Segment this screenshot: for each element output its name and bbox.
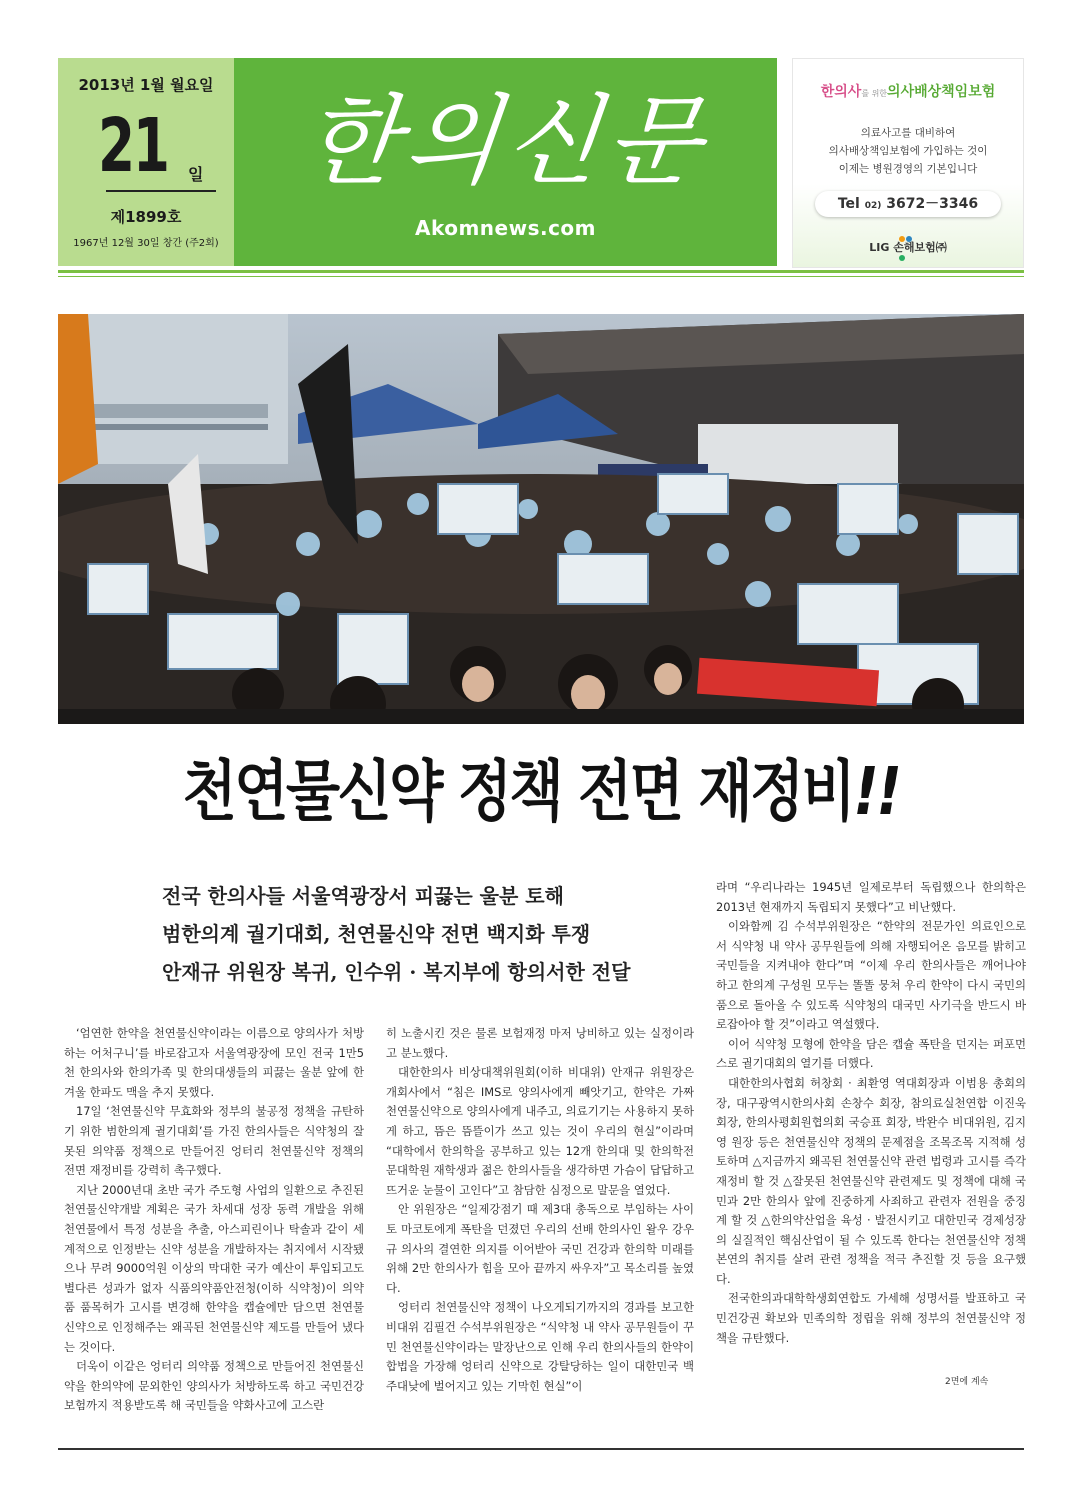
headline-text: 천연물신약 정책 전면 재정비 <box>182 753 854 830</box>
ad-line-2: 의사배상책임보험에 가입하는 것이 <box>828 145 988 157</box>
paragraph: 더욱이 이같은 엉터리 의약품 정책으로 만들어진 천연물신약을 한의약에 문외한인 양의사가 처방하도록 하고 국민건강보험까지 적용받도록 해 국민들을 약화사고에 고스란 <box>64 1359 364 1413</box>
ad-phone-number: 3672－3346 <box>886 196 979 212</box>
paragraph: 안 위원장은 “일제강점기 때 제3대 총독으로 부임하는 사이토 마코토에게 폭탄을 던졌던 우리의 선배 한의사인 왈우 강우규 의사의 결연한 의지를 이어받아 국민 건강과 한의학 미래를 위해 2만 한의사가 힘을 모아 끝까지 싸우자”고 목소리를 높였다. <box>386 1202 694 1295</box>
ad-line-1: 의료사고를 대비하여 <box>860 127 956 139</box>
ad-title-part2: 의사배상책임보험 <box>887 84 996 100</box>
article-column-3 <box>716 878 1026 1348</box>
insurance-ad[interactable] <box>792 58 1024 268</box>
lig-logo-icon <box>899 227 919 235</box>
article-column-2 <box>386 1024 694 1396</box>
masthead-title-box <box>234 58 777 266</box>
paragraph: ‘엄연한 한약을 천연물신약이라는 이름으로 양의사가 처방하는 어처구니’를 바로잡고자 서울역광장에 모인 전국 1만5천 한의사와 한의가족 및 한의대생들의 피끓는 울분 앞에 한겨울 한파도 맥을 추지 못했다. <box>64 1026 364 1099</box>
paragraph: 17일 ‘천연물신약 무효화와 정부의 불공정 정책을 규탄하기 위한 범한의계 궐기대회’를 가진 한의사들은 식약청의 잘못된 의약품 정책으로 만들어진 엉터리 천연물신약 정책의 전면 재정비를 강력히 촉구했다. <box>64 1104 364 1178</box>
masthead-rule-thin <box>58 276 1024 277</box>
issue-day-suffix: 일 <box>188 165 204 184</box>
paragraph: 이어 식약청 모형에 한약을 담은 캡슐 폭탄을 던지는 퍼포먼스로 궐기대회의 열기를 더했다. <box>716 1036 1026 1071</box>
bottom-rule <box>58 1448 1024 1450</box>
subheadline-1: 전국 한의사들 서울역광장서 피끓는 울분 토해 <box>162 884 564 908</box>
paragraph: 지난 2000년대 초반 국가 주도형 사업의 일환으로 추진된 천연물신약개발 계획은 국가 차세대 성장 동력 개발을 위해 천연물에서 특정 성분을 추출, 아스피린이나 탁솔과 같이 세계적으로 인정받는 신약 성분을 개발하자는 취지에서 시작됐으나 무려 9000억원 이상의 막대한 국가 예산이 투입되고도 별다른 성과가 없자 식품의약품안전청(이하 식약청)이 의약품 품목허가 고시를 변경해 한약을 캡슐에만 담으면 천연물신약으로 인정해주는 왜곡된 천연물신약 제도를 만들어 냈다는 것이다. <box>64 1182 364 1354</box>
paragraph: 라며 “우리나라는 1945년 일제로부터 독립했으나 한의학은 2013년 현재까지 독립되지 못했다”고 비난했다. <box>716 880 1026 914</box>
ad-phone-area: 02) <box>864 201 882 211</box>
subheadline-2: 범한의계 궐기대회, 천연물신약 전면 백지화 투쟁 <box>162 922 591 946</box>
website-link[interactable]: Akomnews.com <box>414 216 597 240</box>
issue-number: 제1899호 <box>110 208 182 226</box>
founded-line: 1967년 12월 30일 창간 (주2회) <box>73 238 219 249</box>
ad-phone-label: Tel <box>837 196 860 212</box>
ad-title <box>793 81 1023 101</box>
rally-photo <box>58 314 1024 724</box>
paragraph: 히 노출시킨 것은 물론 보험재정 마저 낭비하고 있는 실정이라고 분노했다. <box>386 1026 694 1060</box>
subheadline-3: 안재규 위원장 복귀, 인수위 · 복지부에 항의서한 전달 <box>162 960 631 984</box>
date-line: 2013년 1월 월요일 <box>78 76 214 94</box>
ad-phone[interactable] <box>815 191 1001 217</box>
ad-brand: LIG 손해보험㈜ <box>869 241 947 254</box>
paragraph: 대한한의사 비상대책위원회(이하 비대위) 안재규 위원장은 개회사에서 “침은 IMS로 양의사에게 빼앗기고, 한약은 가짜 천연물신약으로 양의사에게 내주고, 의료기기는 사용하지 못하게 하고, 뜸은 뜸뜰이가 쓰고 있는 것이 우리의 현실”이라며 “대학에서 한의학을 공부하고 있는 12개 한의대 및 한의학전문대학원 재학생과 젊은 한의사들을 생각하면 가슴이 답답하고 뜨거운 눈물이 고인다”고 참담한 심정으로 말문을 열었다. <box>386 1065 694 1197</box>
newspaper-logo: 한의신문 <box>298 85 713 199</box>
continued-note: 2면에 계속 <box>945 1377 989 1387</box>
paragraph: 전국한의과대학학생회연합도 가세해 성명서를 발표하고 국민건강권 확보와 민족의학 정립을 위해 정부의 천연물신약 정책을 규탄했다. <box>716 1291 1026 1345</box>
paragraph: 대한한의사협회 허창회 · 최환영 역대회장과 이범용 총회의장, 대구광역시한의사회 손창수 회장, 참의료실천연합 이진욱 회장, 한의사평회원협의회 국승표 회장, 박완수 비대위원, 김지영 원장 등은 천연물신약 정책의 문제점을 조목조목 지적해 성토하며 △지금까지 왜곡된 천연물신약 관련 법령과 고시를 즉각 재정비 할 것 △잘못된 천연물신약 관련제도 및 정책에 대해 국민과 2만 한의사 앞에 진중하게 사죄하고 관련자 전원을 중징계 할 것 △한의약산업을 육성 · 발전시키고 대한민국 경제성장의 실질적인 핵심산업이 될 수 있도록 한다는 천연물신약 정책 본연의 취지를 살려 관련 정책을 적극 추진할 것 등을 요구했다. <box>716 1075 1026 1286</box>
rally-photo-illustration <box>58 314 1024 724</box>
main-headline <box>81 742 1001 842</box>
paragraph: 이와함께 김 수석부위원장은 “한약의 전문가인 의료인으로서 식약청 내 약사 공무원들에 의해 자행되어온 음모를 밝히고 국민들을 지켜내야 한다”며 “이제 우리 한의사들은 깨어나야 하고 한의계 구성원 모두는 똘똘 뭉쳐 우리 한약이 다시 국민의 품으로 돌아올 수 있도록 식약청의 대국민 사기극을 반드시 바로잡아야 할 것”이라고 역설했다. <box>716 919 1026 1032</box>
issue-day: 21 <box>98 103 168 189</box>
masthead-rule <box>58 270 1024 273</box>
headline-exclamation: !! <box>853 753 900 830</box>
date-box <box>58 58 234 266</box>
article-column-1 <box>64 1024 364 1416</box>
date-divider <box>106 190 216 192</box>
paragraph: 엉터리 천연물신약 정책이 나오게되기까지의 경과를 보고한 비대위 김필건 수석부위원장은 “식약청 내 약사 공무원들이 꾸민 천연물신약이라는 말장난으로 인해 우리 한의사들의 한약이 합법을 가장해 엉터리 신약으로 강탈당하는 일이 대한민국 백주대낮에 벌어지고 있는 기막힌 현실”이 <box>386 1300 694 1393</box>
ad-title-small: 를 위한 <box>861 89 888 98</box>
ad-title-part1: 한의사 <box>820 84 862 100</box>
ad-line-3: 이제는 병원경영의 기본입니다 <box>838 163 978 175</box>
